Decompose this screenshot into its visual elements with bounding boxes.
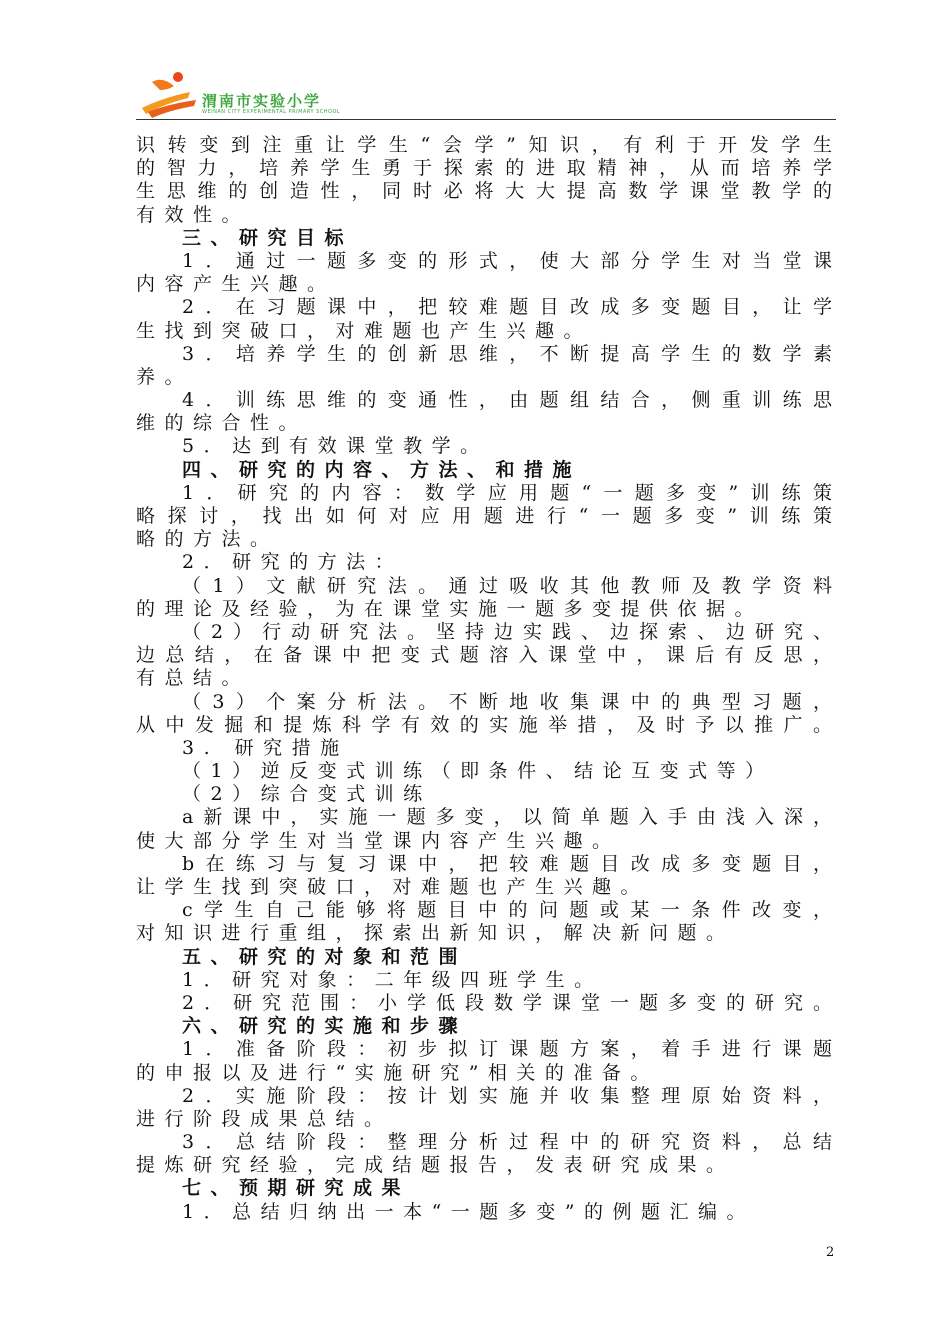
text-line: （2）行动研究法。坚持边实践、边探索、边研究、: [182, 620, 832, 643]
text-line: （2）综合变式训练: [182, 783, 432, 806]
section-heading: 五、研究的对象和范围: [182, 945, 468, 968]
text-line: c学生自己能够将题目中的问题或某一条件改变，: [182, 899, 832, 922]
text-line: 2．研究的方法：: [182, 551, 404, 574]
text-line: 1．总结归纳出一本“一题多变”的例题汇编。: [182, 1200, 756, 1223]
text-line: 使大部分学生对当堂课内容产生兴趣。: [136, 829, 621, 852]
text-line: 的理论及经验，为在课堂实施一题多变提供依据。: [136, 597, 764, 620]
text-line: 维的综合性。: [136, 412, 308, 435]
text-line: 略的方法。: [136, 528, 279, 551]
text-line: 3．总结阶段：整理分析过程中的研究资料，总结: [182, 1131, 832, 1154]
text-line: 2．在习题课中，把较难题目改成多变题目，让学: [182, 296, 832, 319]
text-line: 略探讨，找出如何对应用题进行“一题多变”训练策: [136, 505, 832, 527]
text-line: 有效性。: [136, 203, 251, 226]
text-line: 边总结，在备课中把变式题溶入课堂中，课后有反思，: [136, 644, 832, 667]
document-body: [136, 134, 832, 1224]
text-line: 内容产生兴趣。: [136, 273, 336, 296]
text-line: 3．培养学生的创新思维，不断提高学生的数学素: [182, 342, 832, 365]
text-line: 生思维的创造性，同时必将大大提高数学课堂教学的: [136, 180, 832, 203]
text-line: 2．实施阶段：按计划实施并收集整理原始资料，: [182, 1084, 832, 1107]
text-line: 1．准备阶段：初步拟订课题方案，着手进行课题: [182, 1038, 832, 1061]
page-number: 2: [826, 1245, 835, 1260]
section-heading: 七、预期研究成果: [182, 1177, 411, 1200]
text-line: 1．研究对象：二年级四班学生。: [182, 968, 603, 991]
text-line: 1．通过一题多变的形式，使大部分学生对当堂课: [182, 249, 832, 272]
school-logo-icon: [138, 68, 198, 120]
text-line: a新课中，实施一题多变，以简单题入手由浅入深，: [182, 806, 832, 829]
header-rule: [136, 119, 836, 120]
text-line: （1）文献研究法。通过吸收其他教师及教学资料: [182, 574, 832, 597]
text-line: 1．研究的内容：数学应用题“一题多变”训练策: [182, 481, 832, 504]
school-name-en: WEINAN CITY EXPERIMENTAL PRIMARY SCHOOL: [202, 109, 341, 115]
text-line: 3. 研究措施: [182, 736, 349, 759]
text-line: 2．研究范围：小学低段数学课堂一题多变的研究。: [182, 991, 832, 1014]
text-line: （1）逆反变式训练（即条件、结论互变式等）: [182, 760, 774, 783]
text-line: 有总结。: [136, 667, 251, 690]
text-line: 生找到突破口，对难题也产生兴趣。: [136, 319, 593, 342]
text-line: 5．达到有效课堂教学。: [182, 435, 489, 458]
text-line: 让学生找到突破口，对难题也产生兴趣。: [136, 876, 650, 898]
text-line: 养。: [136, 365, 194, 388]
text-line: 对知识进行重组，探索出新知识，解决新问题。: [136, 922, 735, 945]
text-line: 的申报以及进行“实施研究”相关的准备。: [136, 1061, 659, 1084]
text-line: 提炼研究经验，完成结题报告，发表研究成果。: [136, 1154, 735, 1177]
text-line: 识转变到注重让学生“会学”知识，有利于开发学生: [136, 134, 832, 156]
text-line: 进行阶段成果总结。: [136, 1107, 393, 1130]
text-line: 4．训练思维的变通性，由题组结合，侧重训练思: [182, 389, 832, 412]
section-heading: 三、研究目标: [182, 226, 354, 249]
text-line: 从中发掘和提炼科学有效的实施举措，及时予以推广。: [136, 713, 832, 736]
section-heading: 六、研究的实施和步骤: [182, 1015, 468, 1038]
text-line: 的智力，培养学生勇于探索的进取精神，从而培养学: [136, 157, 832, 180]
school-name-cn: 渭南市实验小学: [202, 92, 322, 110]
section-heading: 四、研究的内容、方法、和措施: [182, 458, 582, 481]
text-line: b在练习与复习课中，把较难题目改成多变题目，: [182, 852, 832, 875]
text-line: （3）个案分析法。不断地收集课中的典型习题，: [182, 690, 832, 713]
page-header: [138, 62, 836, 120]
